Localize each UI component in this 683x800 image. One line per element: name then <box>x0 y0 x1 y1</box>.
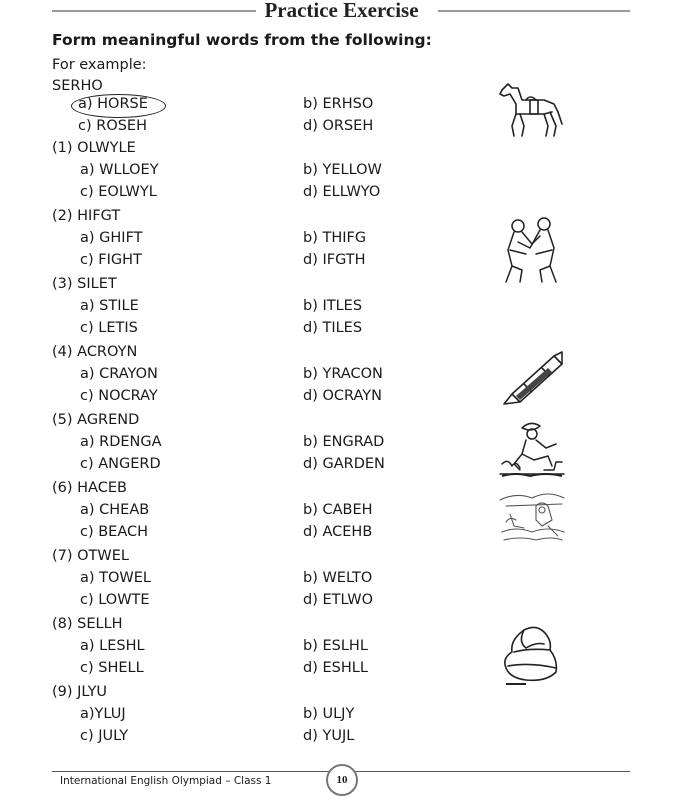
question-6-option-d: d) ACEHB <box>303 524 373 540</box>
example-option-a: a) HORSE <box>78 96 148 112</box>
question-9-label: (9) JLYU <box>52 684 108 700</box>
question-9-option-c: c) JULY <box>80 728 129 744</box>
page-title: Practice Exercise <box>0 0 683 23</box>
question-6-option-a: a) CHEAB <box>80 502 150 518</box>
footer-text: International English Olympiad – Class 1 <box>60 775 272 787</box>
instruction: Form meaningful words from the following: <box>52 31 432 49</box>
question-3-option-d: d) TILES <box>303 320 363 336</box>
question-2-option-a: a) GHIFT <box>80 230 143 246</box>
question-8-option-d: d) ESHLL <box>303 660 368 676</box>
question-5-option-c: c) ANGERD <box>80 456 161 472</box>
question-2-option-d: d) IFGTH <box>303 252 366 268</box>
question-9-option-d: d) YUJL <box>303 728 355 744</box>
beach-icon <box>496 486 568 548</box>
question-5-label: (5) AGREND <box>52 412 140 428</box>
gardener-icon <box>496 418 568 480</box>
question-4-label: (4) ACROYN <box>52 344 138 360</box>
question-4-option-a: a) CRAYON <box>80 366 158 382</box>
question-7-option-a: a) TOWEL <box>80 570 151 586</box>
question-4-option-c: c) NOCRAY <box>80 388 158 404</box>
question-1-option-b: b) YELLOW <box>303 162 382 178</box>
question-2-option-b: b) THIFG <box>303 230 367 246</box>
horse-icon <box>496 80 566 140</box>
shell-icon <box>496 622 568 688</box>
question-6-label: (6) HACEB <box>52 480 127 496</box>
question-5-option-a: a) RDENGA <box>80 434 162 450</box>
question-1-label: (1) OLWYLE <box>52 140 136 156</box>
page-number: 10 <box>326 764 358 796</box>
question-4-option-d: d) OCRAYN <box>303 388 382 404</box>
question-7-option-b: b) WELTO <box>303 570 373 586</box>
example-word: SERHO <box>52 78 103 94</box>
question-8-option-c: c) SHELL <box>80 660 144 676</box>
fighters-icon <box>496 214 566 286</box>
question-8-option-b: b) ESLHL <box>303 638 368 654</box>
question-9-option-b: b) ULJY <box>303 706 355 722</box>
question-6-option-c: c) BEACH <box>80 524 149 540</box>
example-option-c: c) ROSEH <box>78 118 147 134</box>
question-2-label: (2) HIFGT <box>52 208 121 224</box>
example-label: For example: <box>52 57 147 73</box>
question-9-option-a: a)YLUJ <box>80 706 126 722</box>
question-2-option-c: c) FIGHT <box>80 252 142 268</box>
crayon-icon <box>498 348 568 408</box>
question-8-option-a: a) LESHL <box>80 638 145 654</box>
question-6-option-b: b) CABEH <box>303 502 373 518</box>
example-option-d: d) ORSEH <box>303 118 374 134</box>
question-1-option-a: a) WLLOEY <box>80 162 159 178</box>
question-8-label: (8) SELLH <box>52 616 123 632</box>
question-5-option-b: b) ENGRAD <box>303 434 385 450</box>
example-option-b: b) ERHSO <box>303 96 374 112</box>
question-3-label: (3) SILET <box>52 276 117 292</box>
question-3-option-a: a) STILE <box>80 298 139 314</box>
question-7-option-d: d) ETLWO <box>303 592 373 608</box>
question-3-option-c: c) LETIS <box>80 320 138 336</box>
question-7-label: (7) OTWEL <box>52 548 129 564</box>
question-1-option-d: d) ELLWYO <box>303 184 381 200</box>
question-1-option-c: c) EOLWYL <box>80 184 157 200</box>
question-5-option-d: d) GARDEN <box>303 456 385 472</box>
question-4-option-b: b) YRACON <box>303 366 383 382</box>
question-7-option-c: c) LOWTE <box>80 592 150 608</box>
question-3-option-b: b) ITLES <box>303 298 363 314</box>
